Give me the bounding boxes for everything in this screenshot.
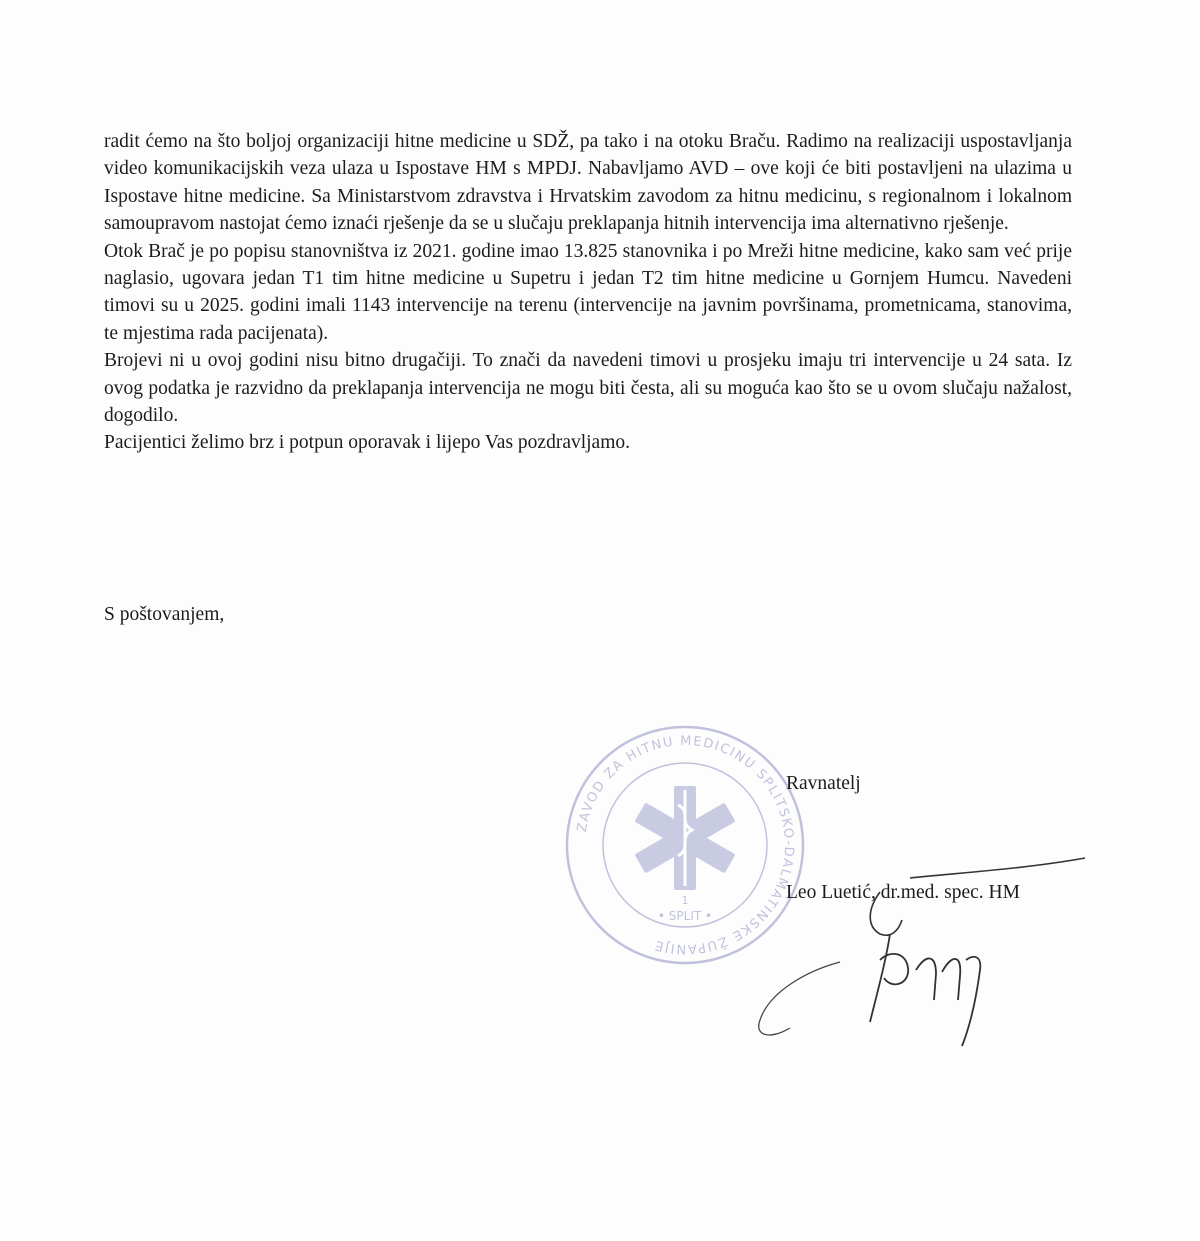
paragraph-1: radit ćemo na što boljoj organizaciji hitne medicine u SDŽ, pa tako i na otoku Braču. Radimo na realizaciji uspostavljanja video komunikacijskih veza ulaza u Ispostave HM s MPDJ. Nabavljamo AVD – ove koji će biti postavljeni na ulazima u Ispostave hitne medicine. Sa Ministarstvom zdravstva i Hrvatskim zavodom za hitnu medicinu, s regionalnom i lokalnom samoupravom nastojat ćemo iznaći rješenje da se u slučaju preklapanja hitnih intervencija ima alternativno rješenje. [104,131,1072,235]
signatory-name: Leo Luetić, dr.med. spec. HM [786,882,1020,903]
svg-text:• SPLIT •: • SPLIT • [657,909,713,923]
closing-salutation: S poštovanjem, [104,604,225,625]
handwritten-signature [730,850,1090,1050]
letter-body [104,128,1072,457]
signatory-title: Ravnatelj [786,773,861,794]
svg-text:1: 1 [681,894,689,907]
paragraph-4: Pacijentici želimo brz i potpun oporavak i lijepo Vas pozdravljamo. [104,432,631,454]
paragraph-2: Otok Brač je po popisu stanovništva iz 2021. godine imao 13.825 stanovnika i po Mreži hitne medicine, kako sam već prije naglasio, ugovara jedan T1 tim hitne medicine u Supetru i jedan T2 tim hitne medicine u Gornjem Humcu. Navedeni timovi su u 2025. godini imali 1143 intervencije na terenu (intervencije na javnim površinama, prometnicama, stanovima, te mjestima rada pacijenata). [104,240,1072,344]
paragraph-3: Brojevi ni u ovoj godini nisu bitno drugačiji. To znači da navedeni timovi u prosjeku imaju tri intervencije u 24 sata. Iz ovog podatka je razvidno da preklapanja intervencija ne mogu biti česta, ali su moguća kao što se u ovom slučaju nažalost, dogodilo. [104,350,1072,427]
svg-text:ZAVOD ZA HITNU MEDICINU SPLITS: ZAVOD ZA HITNU MEDICINU SPLITSKO-DALMATINSKE ŽUPANIJE [574,733,797,957]
